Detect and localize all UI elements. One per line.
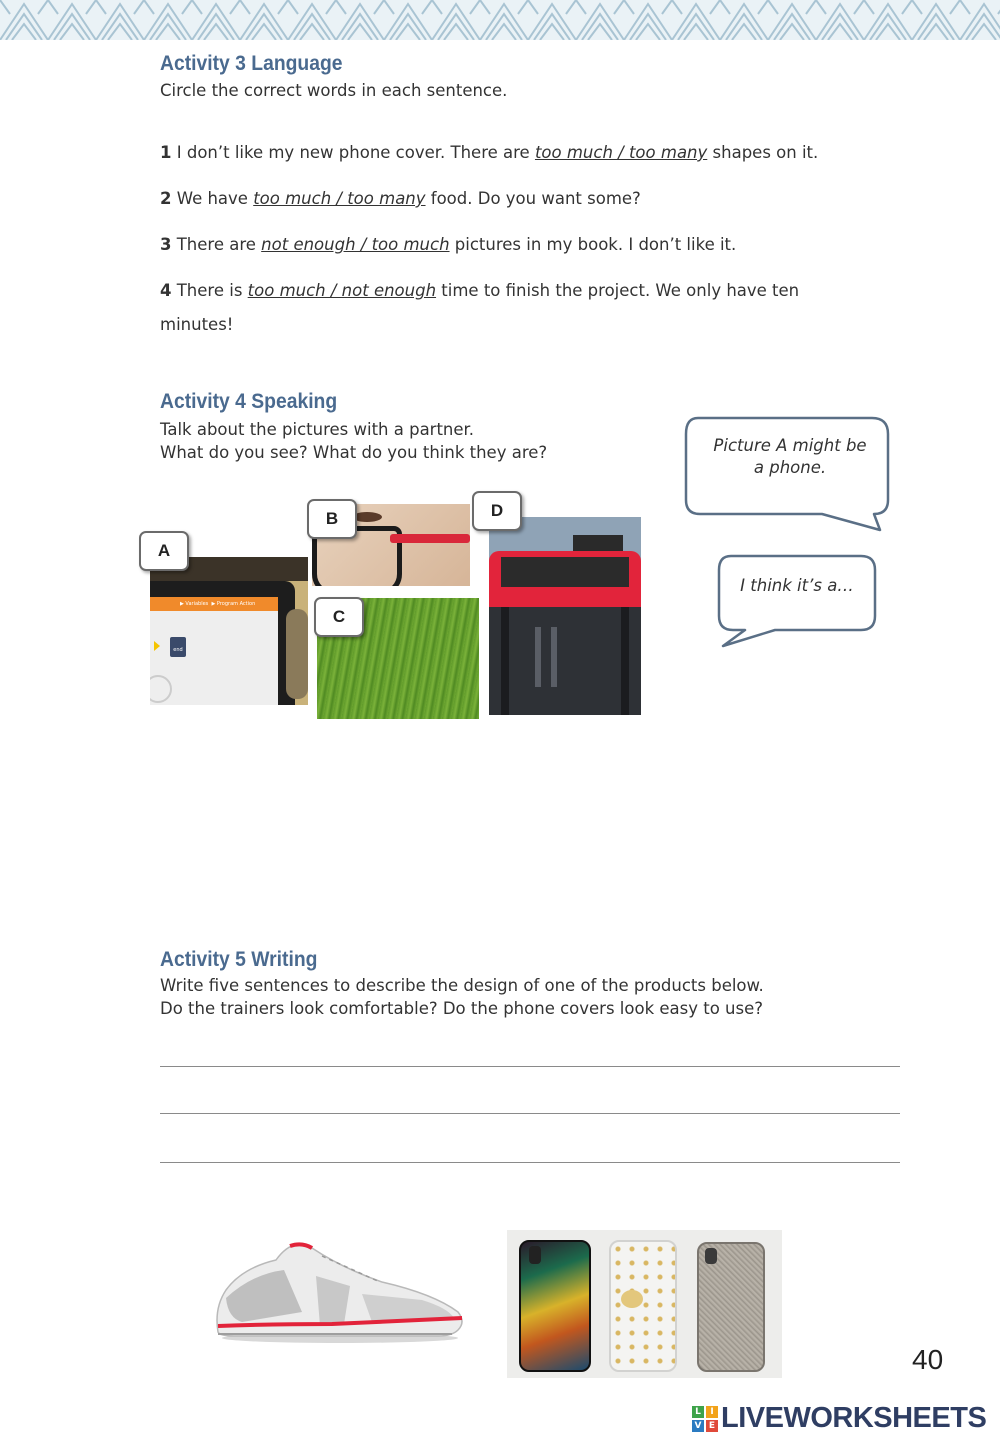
bubble-1-text <box>690 436 890 477</box>
activity5-instruction-1: Write five sentences to describe the design of one of the products below. <box>160 976 764 995</box>
question-number: 4 <box>160 281 172 300</box>
picture-a-tablet <box>150 557 308 705</box>
answer-options[interactable]: too much / too many <box>253 189 426 208</box>
phone-covers-image <box>507 1230 782 1378</box>
question-4 <box>160 281 799 300</box>
question-2 <box>160 189 641 208</box>
question-3 <box>160 235 736 254</box>
bubble-1-line-1: Picture A might be <box>713 436 867 455</box>
question-text: There are <box>171 235 262 254</box>
question-4-continuation: minutes! <box>160 315 234 334</box>
activity4-instruction-1: Talk about the pictures with a partner. <box>160 420 475 439</box>
activity4-heading: Activity 4 Speaking <box>160 390 338 413</box>
liveworksheets-logo <box>692 1402 986 1435</box>
question-text: food. Do you want some? <box>425 189 641 208</box>
answer-options[interactable]: too much / not enough <box>247 281 437 300</box>
question-text: There is <box>171 281 248 300</box>
question-number: 2 <box>160 189 172 208</box>
question-text: pictures in my book. I don’t like it. <box>449 235 737 254</box>
tablet-tab-1: ▶ Variables <box>180 601 209 607</box>
label-a: A <box>139 531 189 571</box>
question-text: shapes on it. <box>707 143 819 162</box>
question-number: 1 <box>160 143 172 162</box>
label-d: D <box>472 491 522 531</box>
activity3-instruction: Circle the correct words in each sentence. <box>160 81 508 100</box>
logo-tiles-icon: L I V E <box>692 1406 718 1432</box>
activity5-instruction-2: Do the trainers look comfortable? Do the phone covers look easy to use? <box>160 999 764 1018</box>
question-text: I don’t like my new phone cover. There are <box>171 143 535 162</box>
speech-bubble-2 <box>715 552 881 650</box>
label-b: B <box>307 499 357 539</box>
question-text: We have <box>171 189 254 208</box>
brand-name: LIVEWORKSHEETS <box>721 1402 987 1434</box>
question-1 <box>160 143 818 162</box>
tablet-tab-2: ▶ Program Action <box>211 601 256 607</box>
decorative-banner <box>0 0 1000 40</box>
picture-d-3d-printer <box>489 517 641 715</box>
activity3-heading: Activity 3 Language <box>160 52 343 75</box>
activity4-instruction-2: What do you see? What do you think they are? <box>160 443 548 462</box>
question-number: 3 <box>160 235 172 254</box>
page-number: 40 <box>912 1344 944 1375</box>
bubble-1-line-2: a phone. <box>753 458 827 477</box>
activity5-heading: Activity 5 Writing <box>160 948 318 971</box>
writing-line-3[interactable] <box>160 1162 900 1163</box>
answer-options[interactable]: too much / too many <box>534 143 708 162</box>
writing-line-2[interactable] <box>160 1113 900 1114</box>
writing-line-1[interactable] <box>160 1066 900 1067</box>
tablet-block: end <box>170 637 186 657</box>
label-c: C <box>314 597 364 637</box>
question-text: time to finish the project. We only have ten <box>436 281 800 300</box>
bubble-2-text: I think it’s a… <box>740 576 854 595</box>
answer-options[interactable]: not enough / too much <box>261 235 450 254</box>
trainer-shoe-image <box>212 1238 468 1344</box>
